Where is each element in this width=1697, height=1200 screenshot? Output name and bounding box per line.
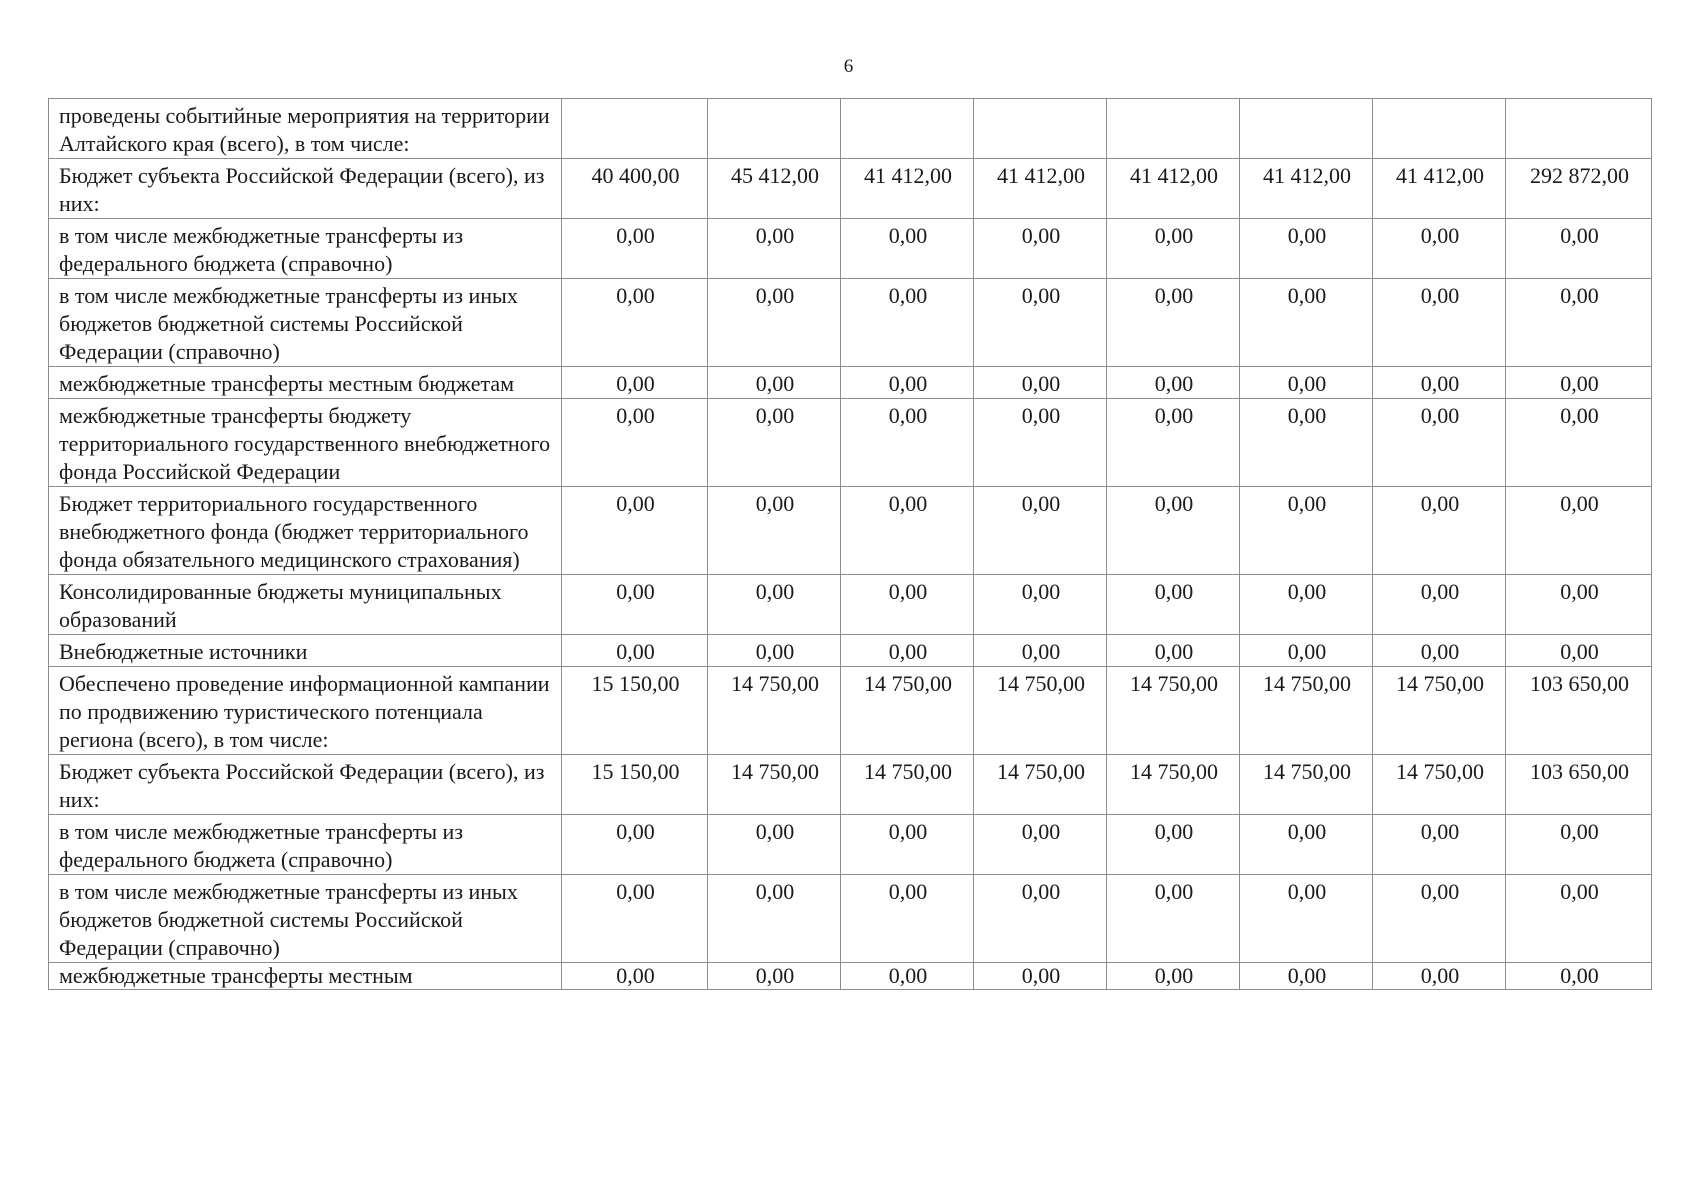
row-label: Внебюджетные источники [49,635,562,667]
row-value: 0,00 [1373,279,1506,367]
row-value: 0,00 [708,399,841,487]
row-value: 0,00 [708,219,841,279]
row-label: Бюджет субъекта Российской Федерации (всего), из них: [49,159,562,219]
row-value: 0,00 [841,279,974,367]
row-label: межбюджетные трансферты бюджету территориального государственного внебюджетного фонда Российской Федерации [49,399,562,487]
table-row [49,279,1652,367]
row-value: 0,00 [841,399,974,487]
row-value: 0,00 [1506,575,1652,635]
table-row [49,399,1652,487]
row-value: 0,00 [1240,399,1373,487]
row-value: 0,00 [562,815,708,875]
row-value: 0,00 [974,635,1107,667]
row-value: 0,00 [1107,487,1240,575]
row-value: 14 750,00 [1373,755,1506,815]
row-value: 0,00 [1506,367,1652,399]
row-value: 14 750,00 [841,755,974,815]
row-value: 41 412,00 [1240,159,1373,219]
row-label: Обеспечено проведение информационной кампании по продвижению туристического потенциала региона (всего), в том числе: [49,667,562,755]
row-value: 0,00 [1373,487,1506,575]
row-value [1373,99,1506,159]
row-value: 0,00 [1373,635,1506,667]
row-value: 292 872,00 [1506,159,1652,219]
row-value [708,99,841,159]
row-label: Бюджет субъекта Российской Федерации (всего), из них: [49,755,562,815]
row-label: в том числе межбюджетные трансферты из иных бюджетов бюджетной системы Российской Федерации (справочно) [49,875,562,963]
row-value: 0,00 [974,399,1107,487]
row-label: межбюджетные трансферты местным бюджетам [49,367,562,399]
row-value: 0,00 [974,279,1107,367]
row-label: проведены событийные мероприятия на территории Алтайского края (всего), в том числе: [49,99,562,159]
row-value: 14 750,00 [1240,667,1373,755]
row-value: 0,00 [974,219,1107,279]
row-value: 41 412,00 [1373,159,1506,219]
table-row [49,219,1652,279]
row-value: 0,00 [974,815,1107,875]
row-label: в том числе межбюджетные трансферты из федерального бюджета (справочно) [49,815,562,875]
row-value [562,99,708,159]
row-value: 0,00 [1240,219,1373,279]
row-label: в том числе межбюджетные трансферты из федерального бюджета (справочно) [49,219,562,279]
row-value: 14 750,00 [1107,667,1240,755]
row-value: 0,00 [974,875,1107,963]
row-value: 0,00 [1240,575,1373,635]
budget-table-body [49,99,1652,990]
row-label: межбюджетные трансферты местным [49,963,562,990]
row-value: 41 412,00 [1107,159,1240,219]
row-value: 0,00 [1373,219,1506,279]
row-value: 0,00 [1240,815,1373,875]
budget-table [48,98,1652,990]
row-value [1107,99,1240,159]
row-value: 41 412,00 [974,159,1107,219]
row-value: 0,00 [562,487,708,575]
row-value: 0,00 [974,487,1107,575]
row-value: 0,00 [1240,487,1373,575]
row-value: 0,00 [1506,963,1652,990]
row-value: 0,00 [1240,875,1373,963]
row-value: 0,00 [1107,575,1240,635]
row-value: 0,00 [708,635,841,667]
row-value: 103 650,00 [1506,755,1652,815]
row-value: 0,00 [1373,575,1506,635]
row-value: 0,00 [1240,963,1373,990]
row-value: 41 412,00 [841,159,974,219]
row-value: 0,00 [708,279,841,367]
row-value: 0,00 [841,487,974,575]
row-value: 0,00 [1373,367,1506,399]
row-value: 14 750,00 [841,667,974,755]
row-value: 40 400,00 [562,159,708,219]
row-value: 14 750,00 [974,755,1107,815]
row-value: 0,00 [1107,279,1240,367]
row-value: 0,00 [562,635,708,667]
row-value: 45 412,00 [708,159,841,219]
row-value: 0,00 [1506,399,1652,487]
row-value [974,99,1107,159]
row-value: 0,00 [1373,963,1506,990]
row-value: 0,00 [708,963,841,990]
row-value: 0,00 [708,875,841,963]
row-value: 0,00 [841,963,974,990]
row-value: 0,00 [1373,875,1506,963]
row-value [841,99,974,159]
row-value: 14 750,00 [974,667,1107,755]
row-value: 14 750,00 [1240,755,1373,815]
row-value: 15 150,00 [562,667,708,755]
row-value: 0,00 [1107,219,1240,279]
row-value: 0,00 [1373,399,1506,487]
row-value: 0,00 [1107,367,1240,399]
row-value: 0,00 [562,399,708,487]
row-value: 0,00 [1240,635,1373,667]
row-value: 0,00 [562,875,708,963]
row-value: 14 750,00 [1373,667,1506,755]
row-value: 0,00 [562,367,708,399]
row-value: 0,00 [841,367,974,399]
row-value: 0,00 [562,963,708,990]
table-row [49,367,1652,399]
table-row [49,575,1652,635]
row-value: 0,00 [1506,815,1652,875]
table-row [49,815,1652,875]
row-value: 0,00 [841,815,974,875]
page-number: 6 [843,56,854,77]
row-value: 0,00 [708,487,841,575]
table-row [49,875,1652,963]
row-value: 14 750,00 [1107,755,1240,815]
row-value: 0,00 [841,875,974,963]
row-label: Бюджет территориального государственного внебюджетного фонда (бюджет территориального фонда обязательного медицинского страхования) [49,487,562,575]
row-value: 0,00 [562,279,708,367]
row-value: 0,00 [841,635,974,667]
row-value: 0,00 [1373,815,1506,875]
row-value: 0,00 [974,575,1107,635]
row-value: 0,00 [708,575,841,635]
row-value: 0,00 [1506,875,1652,963]
row-value: 0,00 [1506,487,1652,575]
table-row [49,99,1652,159]
row-value: 0,00 [1107,399,1240,487]
row-value: 0,00 [841,219,974,279]
row-value: 15 150,00 [562,755,708,815]
row-label: Консолидированные бюджеты муниципальных образований [49,575,562,635]
row-value: 0,00 [1506,279,1652,367]
row-value: 0,00 [841,575,974,635]
table-row [49,159,1652,219]
row-value: 0,00 [974,963,1107,990]
table-row [49,755,1652,815]
table-row [49,635,1652,667]
row-value: 0,00 [708,815,841,875]
row-value: 0,00 [1506,635,1652,667]
row-value [1506,99,1652,159]
table-row [49,963,1652,990]
row-label: в том числе межбюджетные трансферты из иных бюджетов бюджетной системы Российской Федерации (справочно) [49,279,562,367]
row-value: 14 750,00 [708,667,841,755]
row-value: 0,00 [1240,367,1373,399]
row-value: 0,00 [562,219,708,279]
row-value: 103 650,00 [1506,667,1652,755]
row-value: 14 750,00 [708,755,841,815]
row-value: 0,00 [1107,875,1240,963]
table-row [49,487,1652,575]
row-value: 0,00 [562,575,708,635]
table-row [49,667,1652,755]
row-value: 0,00 [708,367,841,399]
row-value: 0,00 [1107,815,1240,875]
row-value [1240,99,1373,159]
row-value: 0,00 [974,367,1107,399]
row-value: 0,00 [1107,963,1240,990]
row-value: 0,00 [1240,279,1373,367]
row-value: 0,00 [1107,635,1240,667]
row-value: 0,00 [1506,219,1652,279]
